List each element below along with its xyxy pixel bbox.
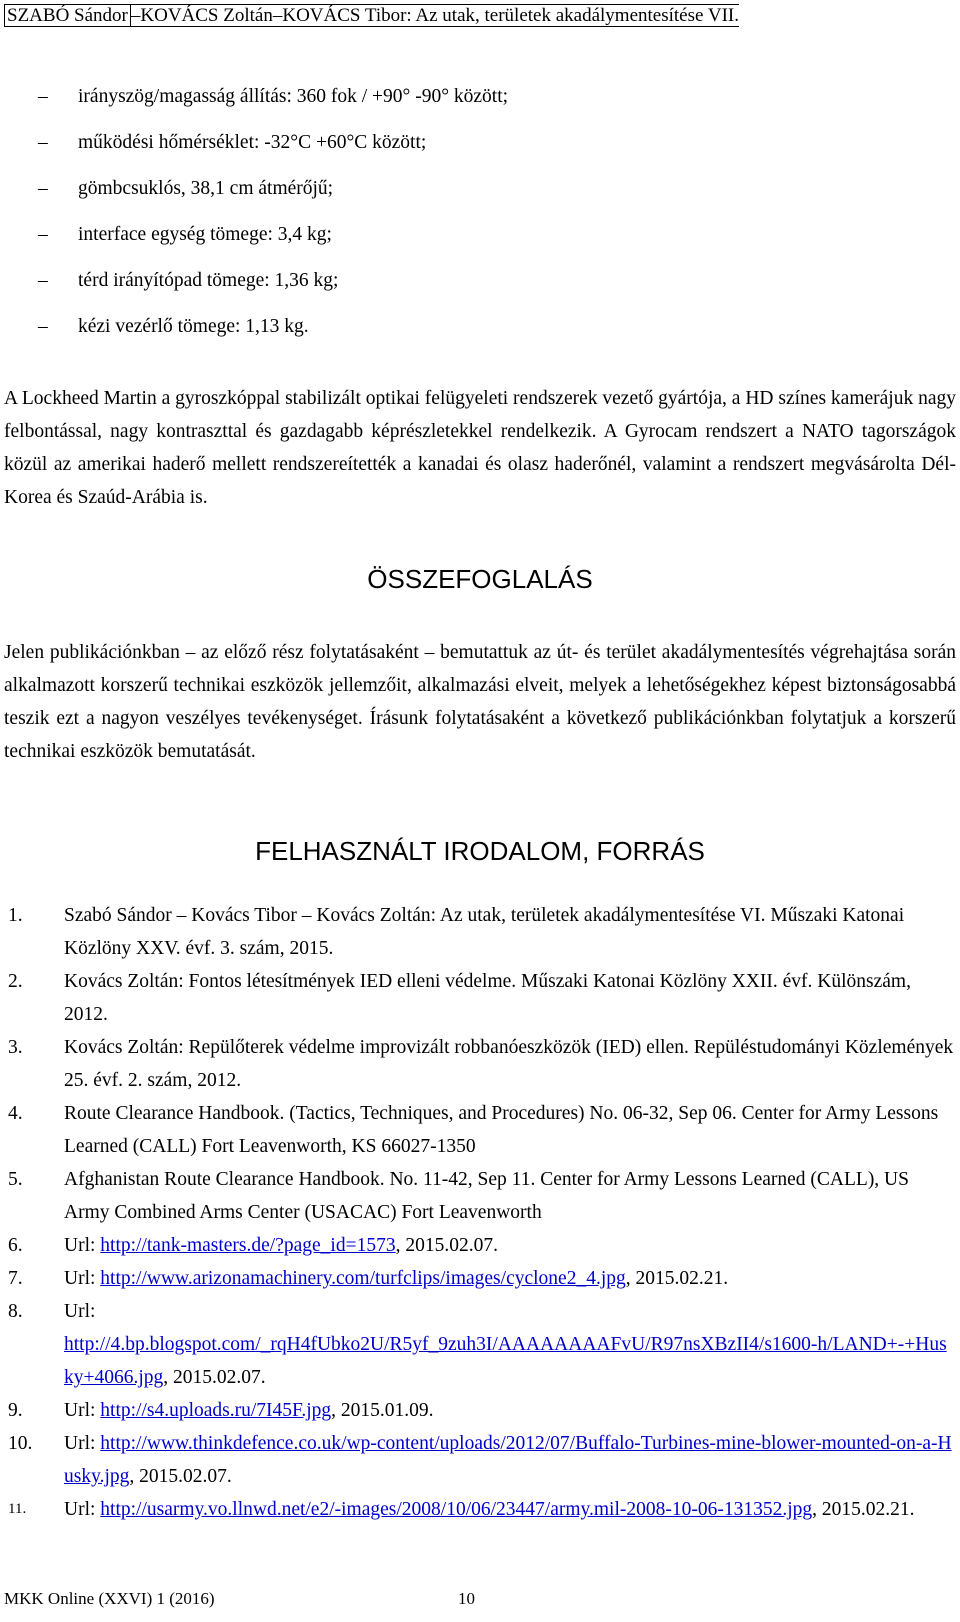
reference-item: 10. Url: http://www.thinkdefence.co.uk/wp-content/uploads/2012/07/Buffalo-Turbines-mine-blower-mounted-on-a-Husky.jpg, 2015.02.07.	[8, 1433, 952, 1487]
reference-item: 8. Url: http://4.bp.blogspot.com/_rqH4fUbko2U/R5yf_9zuh3I/AAAAAAAAFvU/R97nsXBzII4/s1600-h/LAND+-+Husky+4066.jpg, 2015.02.07.	[8, 1301, 947, 1388]
reference-link[interactable]: http://s4.uploads.ru/7I45F.jpg	[100, 1400, 332, 1421]
spec-list	[38, 74, 508, 350]
spec-item: – kézi vezérlő tömege: 1,13 kg.	[38, 304, 508, 350]
dash-icon: –	[38, 224, 48, 245]
body-paragraph-lockheed: A Lockheed Martin a gyroszkóppal stabilizált optikai felügyeleti rendszerek vezető gyártója, a HD színes kamerájuk nagy felbontással, nagy kontraszttal és gazdagabb képrészletekkel rendelkezik. A Gyrocam rendszert a NATO tagországok közül az amerikai haderő mellett rendszereítették a kanadai és olasz haderőnél, valamint a rendszert megvásárolta Dél-Korea és Szaúd-Arábia is.	[4, 388, 956, 508]
reference-link[interactable]: http://www.thinkdefence.co.uk/wp-content/uploads/2012/07/Buffalo-Turbines-mine-blower-mounted-on-a-Husky.jpg	[64, 1433, 952, 1487]
summary-heading: ÖSSZEFOGLALÁS	[367, 564, 593, 594]
spec-item: – interface egység tömege: 3,4 kg;	[38, 212, 508, 258]
dash-icon: –	[38, 132, 48, 153]
spec-item: – működési hőmérséklet: -32°C +60°C között;	[38, 120, 508, 166]
reference-link[interactable]: http://4.bp.blogspot.com/_rqH4fUbko2U/R5yf_9zuh3I/AAAAAAAAFvU/R97nsXBzII4/s1600-h/LAND+-+Husky+4066.jpg	[64, 1334, 947, 1388]
page-number: 10	[458, 1589, 475, 1608]
reference-item: 11. Url: http://usarmy.vo.llnwd.net/e2/-images/2008/10/06/23447/army.mil-2008-10-06-131352.jpg, 2015.02.21.	[8, 1499, 915, 1520]
reference-item: 7. Url: http://www.arizonamachinery.com/turfclips/images/cyclone2_4.jpg, 2015.02.21.	[8, 1268, 729, 1289]
spec-item: – gömbcsuklós, 38,1 cm átmérőjű;	[38, 166, 508, 212]
summary-paragraph: Jelen publikációnkban – az előző rész folytatásaként – bemutattuk az út- és terület akadálymentesítés végrehajtása során alkalmazott korszerű technikai eszközök jellemzőit, alkalmazási elveit, melyek a lehetőségekhez képest biztonságosabbá teszik ezt a nagyon veszélyes tevékenységet. Írásunk folytatásaként a következő publikációnkban folytatjuk a korszerű technikai eszközök bemutatását.	[4, 642, 956, 762]
spec-item: – irányszög/magasság állítás: 360 fok / +90° -90° között;	[38, 74, 508, 120]
reference-link[interactable]: http://www.arizonamachinery.com/turfclips/images/cyclone2_4.jpg	[100, 1268, 626, 1289]
reference-list	[4, 899, 956, 1526]
reference-link[interactable]: http://usarmy.vo.llnwd.net/e2/-images/2008/10/06/23447/army.mil-2008-10-06-131352.jpg	[100, 1499, 813, 1520]
dash-icon: –	[38, 86, 48, 107]
dash-icon: –	[38, 270, 48, 291]
header-title: –KOVÁCS Zoltán–KOVÁCS Tibor: Az utak, területek akadálymentesítése VII.	[130, 5, 739, 26]
reference-link[interactable]: http://tank-masters.de/?page_id=1573	[100, 1235, 396, 1256]
references-heading: FELHASZNÁLT IRODALOM, FORRÁS	[255, 836, 705, 866]
footer-journal: MKK Online (XXVI) 1 (2016)	[4, 1589, 215, 1608]
reference-item: 1. Szabó Sándor – Kovács Tibor – Kovács Zoltán: Az utak, területek akadálymentesítése VI. Műszaki Katonai Közlöny XXV. évf. 3. szám, 2015.	[8, 905, 905, 959]
reference-item: 4. Route Clearance Handbook. (Tactics, Techniques, and Procedures) No. 06-32, Sep 06. Center for Army Lessons Learned (CALL) Fort Leavenworth, KS 66027-1350	[8, 1103, 939, 1157]
reference-item: 6. Url: http://tank-masters.de/?page_id=1573, 2015.02.07.	[8, 1235, 498, 1256]
dash-icon: –	[38, 178, 48, 199]
dash-icon: –	[38, 316, 48, 337]
running-header	[4, 4, 739, 28]
page-footer	[4, 1589, 475, 1609]
spec-item: – térd irányítópad tömege: 1,36 kg;	[38, 258, 508, 304]
reference-item: 2. Kovács Zoltán: Fontos létesítmények IED elleni védelme. Műszaki Katonai Közlöny XXII. évf. Különszám, 2012.	[8, 971, 911, 1025]
reference-item: 5. Afghanistan Route Clearance Handbook. No. 11-42, Sep 11. Center for Army Lessons Learned (CALL), US Army Combined Arms Center (USACAC) Fort Leavenworth	[8, 1169, 909, 1223]
reference-item: 3. Kovács Zoltán: Repülőterek védelme improvizált robbanóeszközök (IED) ellen. Repüléstudományi Közlemények 25. évf. 2. szám, 2012.	[8, 1037, 954, 1091]
header-author: SZABÓ Sándor	[4, 4, 131, 27]
reference-item: 9. Url: http://s4.uploads.ru/7I45F.jpg, 2015.01.09.	[8, 1400, 434, 1421]
